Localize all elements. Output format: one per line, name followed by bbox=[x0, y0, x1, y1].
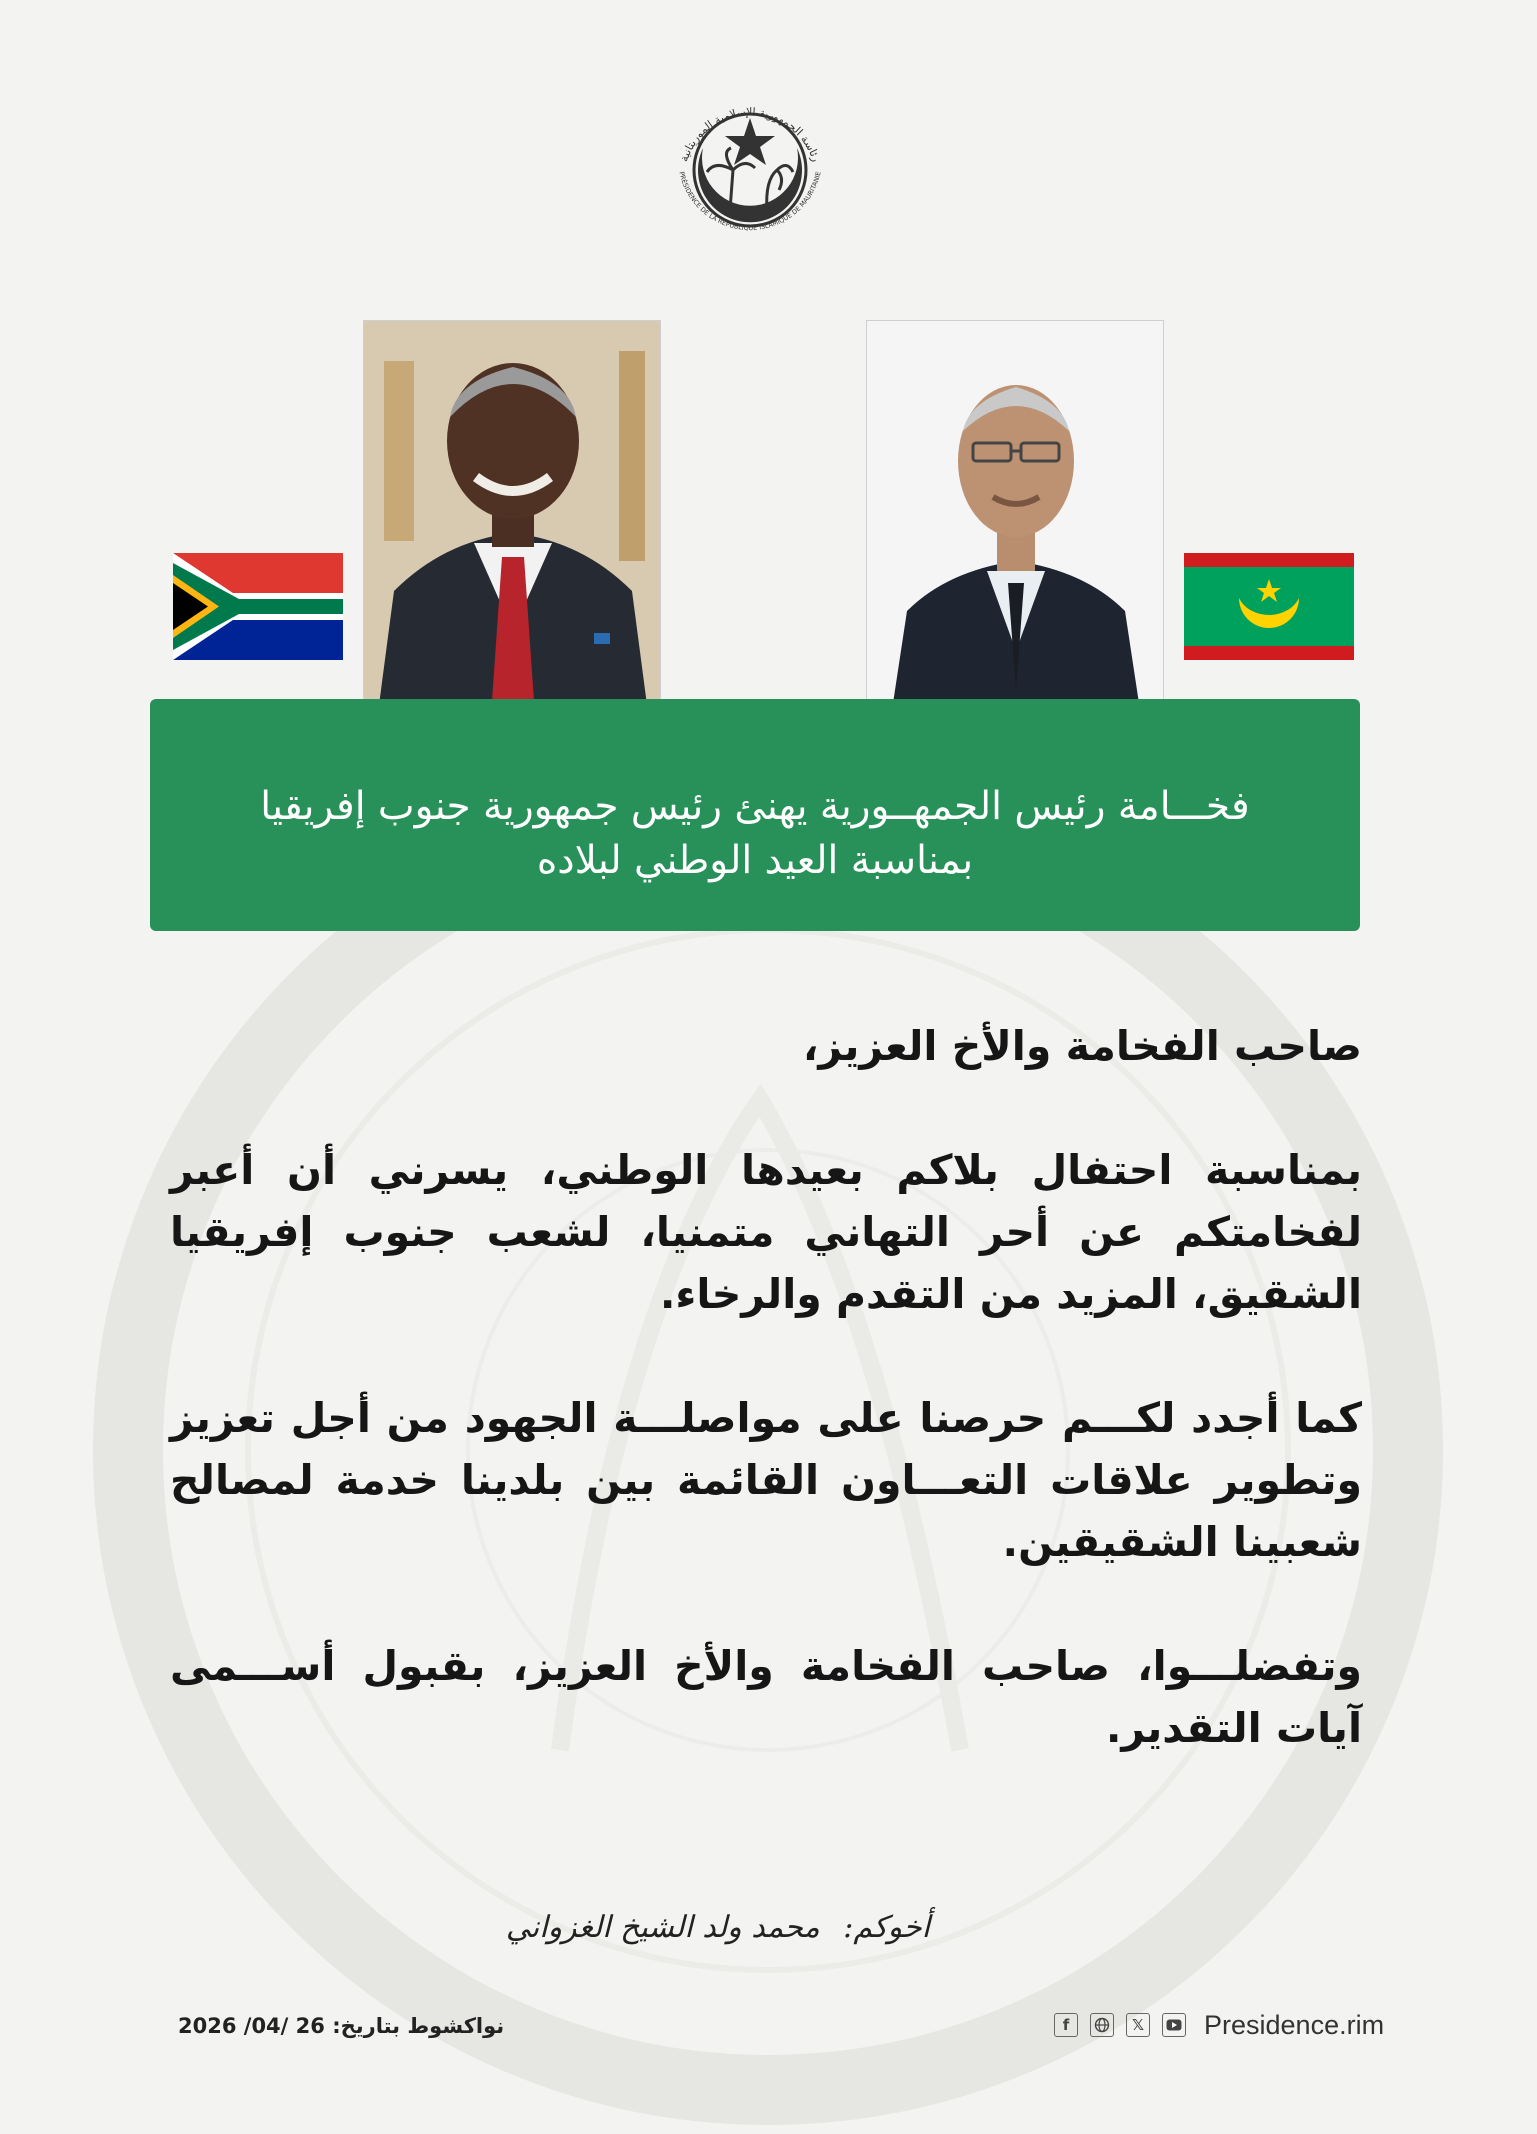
letter-paragraph-3: وتفضلـــوا، صاحب الفخامة والأخ العزيز، بقبول أســـمى آيات التقدير. bbox=[170, 1642, 1362, 1752]
mauritania-flag bbox=[1184, 553, 1354, 660]
portrait-photo-south-africa-president bbox=[363, 320, 661, 742]
emblem-french-text: PRÉSIDENCE DE LA RÉPUBLIQUE ISLAMIQUE DE MAURITANIE bbox=[677, 170, 823, 233]
footer-date: نواكشوط بتاريخ: 26 /04/ 2026 bbox=[178, 2014, 505, 2038]
letter-paragraph-1: بمناسبة احتفال بلاكم بعيدها الوطني، يسرني أن أعبر لفخامتكم عن أحر التهاني متمنيا، لشعب جنوب إفريقيا الشقيق، المزيد من التقدم والرخاء. bbox=[170, 1146, 1362, 1318]
presidency-emblem bbox=[655, 60, 845, 260]
facebook-icon[interactable]: f bbox=[1054, 2013, 1078, 2037]
portrait-photo-mauritania-president bbox=[866, 320, 1164, 742]
youtube-icon[interactable] bbox=[1162, 2013, 1186, 2037]
south-africa-flag bbox=[173, 553, 343, 660]
banner-title-line-2: بمناسبة العيد الوطني لبلاده bbox=[536, 838, 974, 883]
emblem-arabic-text: رئاسة الجمهورية الإسلامية الموريتانية bbox=[677, 105, 823, 164]
signature bbox=[500, 1910, 930, 1945]
footer-social-links bbox=[1054, 2010, 1384, 2040]
website-link[interactable]: Presidence.rim bbox=[1204, 2009, 1385, 2040]
banner-title bbox=[150, 780, 1360, 888]
letter-body bbox=[170, 1015, 1362, 1821]
letter-salutation: صاحب الفخامة والأخ العزيز، bbox=[802, 1022, 1362, 1070]
letter-paragraph-2: كما أجدد لكـــم حرصنا على مواصلـــة الجهود من أجل تعزيز وتطوير علاقات التعـــاون القائمة بين بلدينا خدمة لمصالح شعبينا الشقيقين. bbox=[170, 1394, 1362, 1566]
x-icon[interactable]: 𝕏 bbox=[1126, 2013, 1150, 2037]
signature-label: أخوكم: bbox=[843, 1910, 930, 1945]
banner-title-line-1: فخـــامة رئيس الجمهــورية يهنئ رئيس جمهورية جنوب إفريقيا bbox=[260, 784, 1250, 829]
signature-name: محمد ولد الشيخ الغزواني bbox=[505, 1910, 820, 1945]
globe-icon[interactable] bbox=[1090, 2013, 1114, 2037]
